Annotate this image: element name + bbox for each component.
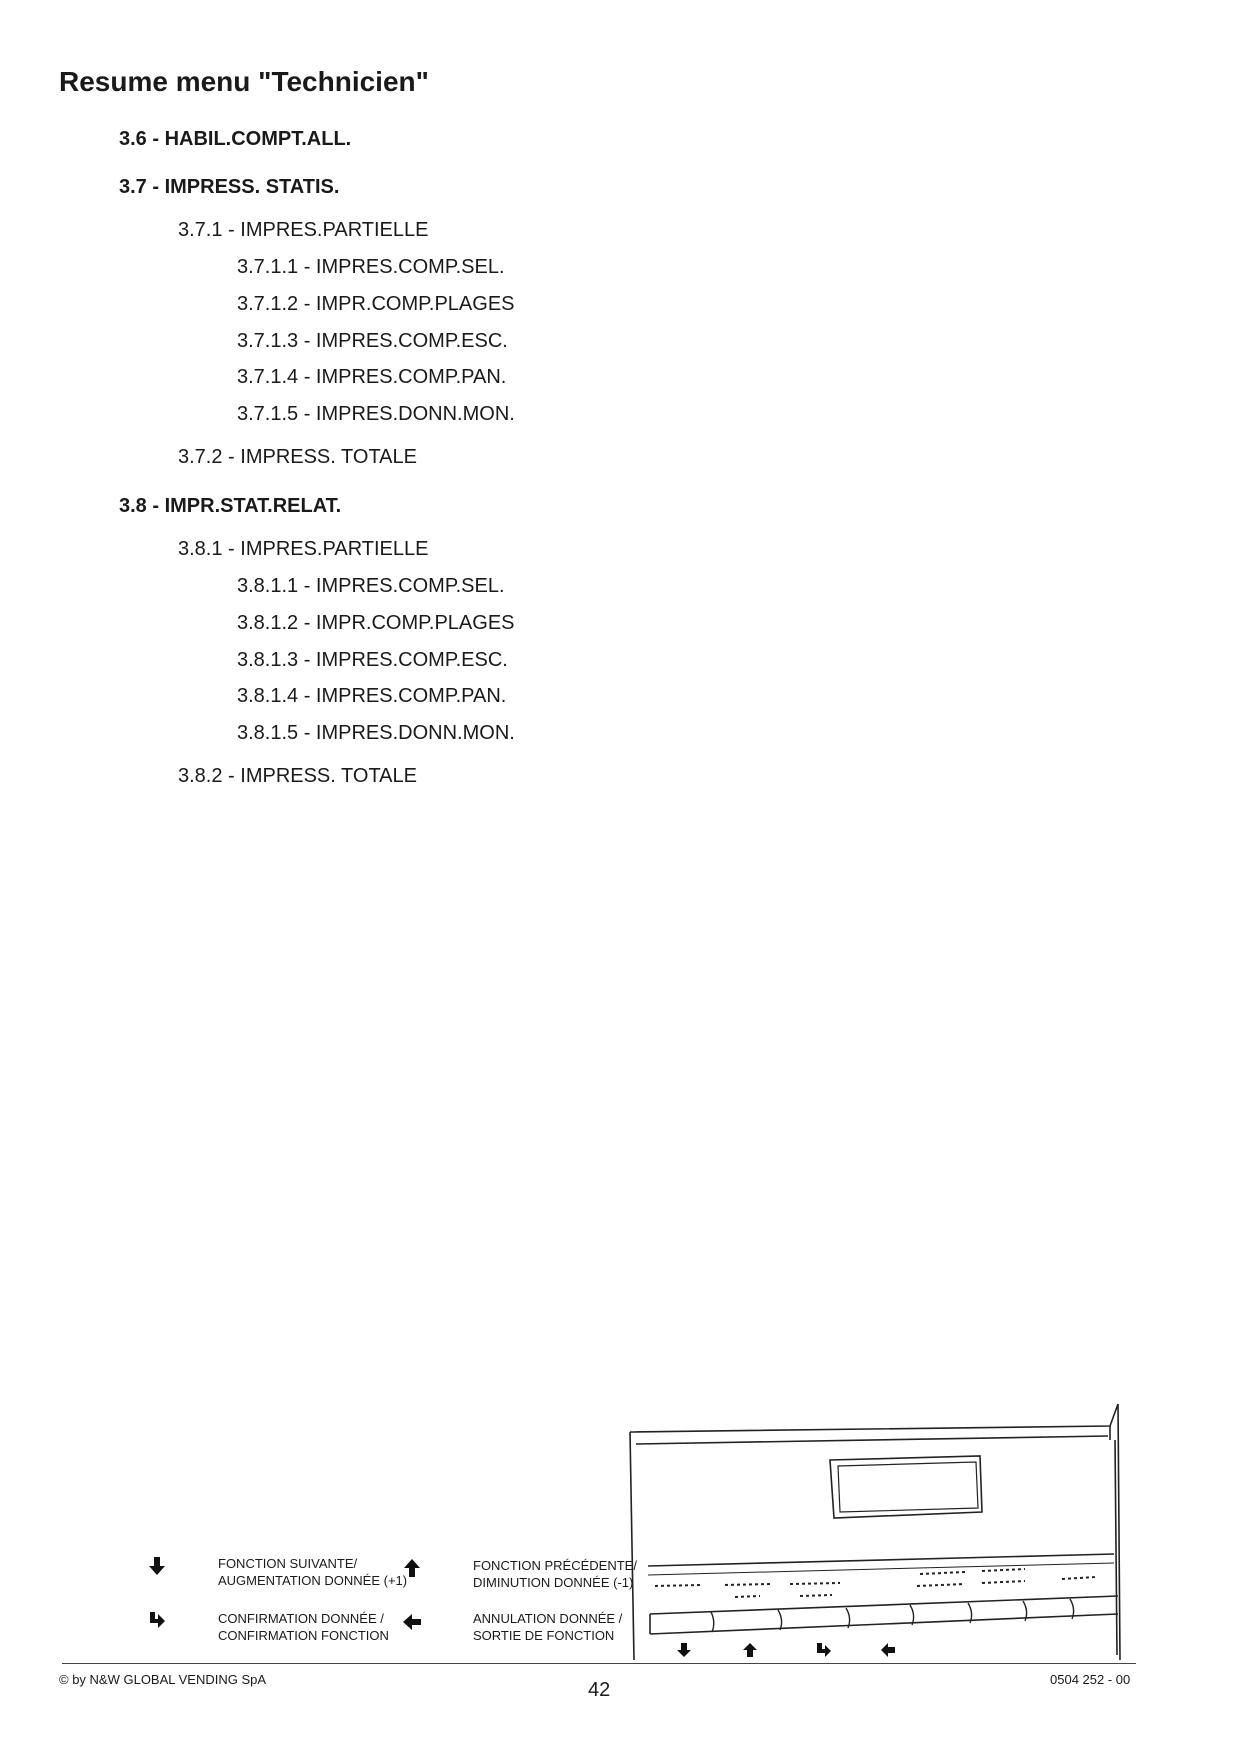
legend-cancel-line2: SORTIE DE FONCTION (473, 1628, 615, 1643)
menu-item-3-7: 3.7 - IMPRESS. STATIS. (119, 176, 340, 198)
page-number: 42 (588, 1679, 611, 1701)
menu-item-3-7-1-1: 3.7.1.1 - IMPRES.COMP.SEL. (237, 256, 505, 278)
legend-cancel-line1: ANNULATION DONNÉE / (473, 1611, 623, 1626)
menu-item-3-7-1-5: 3.7.1.5 - IMPRES.DONN.MON. (237, 403, 515, 425)
menu-item-3-8-1-1: 3.8.1.1 - IMPRES.COMP.SEL. (237, 575, 505, 597)
document-number: 0504 252 - 00 (1050, 1672, 1131, 1687)
menu-item-3-7-2: 3.7.2 - IMPRESS. TOTALE (178, 446, 417, 468)
menu-item-3-8-1-5: 3.8.1.5 - IMPRES.DONN.MON. (237, 722, 515, 744)
menu-item-3-7-1: 3.7.1 - IMPRES.PARTIELLE (178, 219, 429, 241)
menu-item-3-8-1-3: 3.8.1.3 - IMPRES.COMP.ESC. (237, 649, 508, 671)
menu-item-3-8: 3.8 - IMPR.STAT.RELAT. (119, 495, 342, 517)
footer-rule (62, 1663, 1136, 1664)
footer-copyright: © by N&W GLOBAL VENDING SpA (59, 1672, 267, 1687)
menu-item-3-7-1-4: 3.7.1.4 - IMPRES.COMP.PAN. (237, 366, 507, 388)
menu-item-3-8-2: 3.8.2 - IMPRESS. TOTALE (178, 765, 417, 787)
menu-item-3-6: 3.6 - HABIL.COMPT.ALL. (119, 128, 352, 150)
legend-next-line1: FONCTION SUIVANTE/ (218, 1556, 358, 1571)
legend-next-line2: AUGMENTATION DONNÉE (+1) (218, 1573, 408, 1588)
menu-item-3-7-1-3: 3.7.1.3 - IMPRES.COMP.ESC. (237, 330, 508, 352)
panel-arrow-left-icon (881, 1643, 895, 1657)
menu-item-3-8-1-4: 3.8.1.4 - IMPRES.COMP.PAN. (237, 685, 507, 707)
legend-confirm-line1: CONFIRMATION DONNÉE / (218, 1611, 384, 1626)
panel-arrow-turn-right-icon (817, 1643, 831, 1657)
panel-arrow-up-icon (743, 1643, 757, 1657)
legend-confirm-line2: CONFIRMATION FONCTION (218, 1628, 389, 1643)
panel-arrow-down-icon (677, 1643, 691, 1657)
legend-previous-line2: DIMINUTION DONNÉE (-1) (473, 1575, 634, 1590)
menu-item-3-7-1-2: 3.7.1.2 - IMPR.COMP.PLAGES (237, 293, 515, 315)
legend-previous-line1: FONCTION PRÉCÉDENTE/ (473, 1558, 637, 1573)
menu-item-3-8-1: 3.8.1 - IMPRES.PARTIELLE (178, 538, 429, 560)
menu-item-3-8-1-2: 3.8.1.2 - IMPR.COMP.PLAGES (237, 612, 515, 634)
page-title: Resume menu "Technicien" (59, 66, 429, 97)
